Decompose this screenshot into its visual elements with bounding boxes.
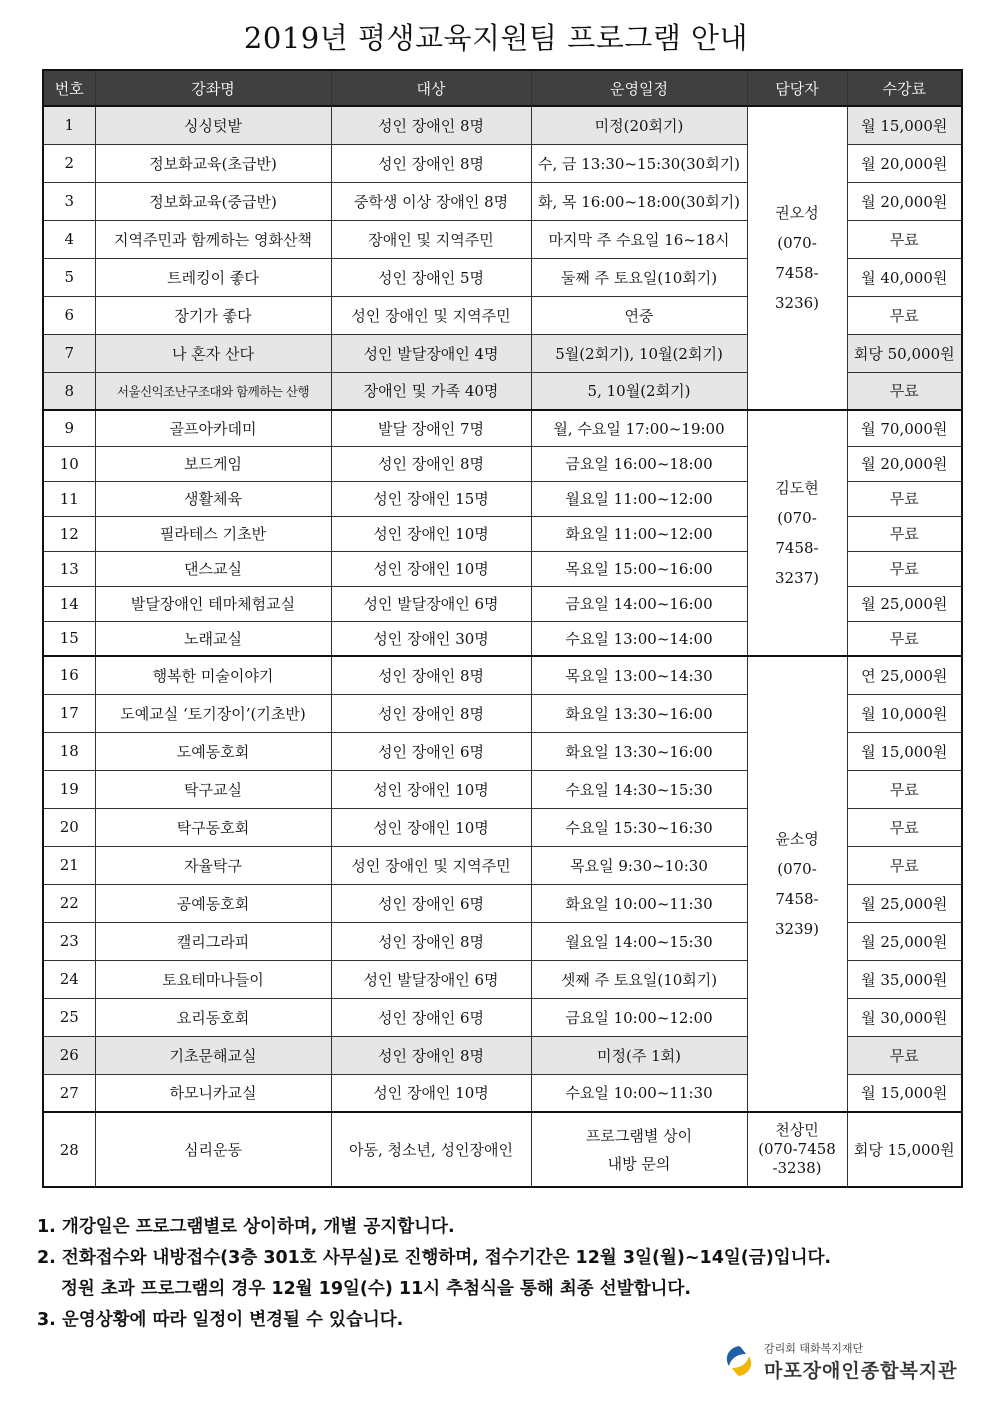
row-number: 26 [43, 1036, 95, 1074]
note-text: 2. 전화접수와 내방접수(3층 301호 사무실)로 진행하며, 접수기간은 12월 3일(월)~14일(금)입니다. [37, 1248, 832, 1268]
row-fee: 무료 [847, 372, 962, 410]
row-fee: 무료 [847, 516, 962, 551]
row-number: 9 [43, 410, 95, 446]
row-number: 6 [43, 296, 95, 334]
row-course-name: 골프아카데미 [95, 410, 331, 446]
row-target: 성인 발달장애인 6명 [331, 960, 531, 998]
row-fee: 월 25,000원 [847, 586, 962, 621]
page-title: 2019년 평생교육지원팀 프로그램 안내 [243, 21, 749, 55]
row-fee: 무료 [847, 551, 962, 586]
row-target: 성인 장애인 8명 [331, 106, 531, 144]
row-schedule: 화요일 11:00~12:00 [531, 516, 747, 551]
staff-phone: (070- [777, 860, 817, 878]
row-schedule: 5, 10월(2회기) [531, 372, 747, 410]
row-number: 15 [43, 621, 95, 656]
row-schedule: 수요일 13:00~14:00 [531, 621, 747, 656]
row-schedule: 월요일 11:00~12:00 [531, 481, 747, 516]
row-fee: 무료 [847, 621, 962, 656]
row-fee: 월 40,000원 [847, 258, 962, 296]
row-course-name: 댄스교실 [95, 551, 331, 586]
row-target: 장애인 및 가족 40명 [331, 372, 531, 410]
row-target: 아동, 청소년, 성인장애인 [331, 1112, 531, 1187]
row-target: 성인 장애인 및 지역주민 [331, 846, 531, 884]
staff-phone: 3236) [774, 294, 820, 312]
row-fee: 무료 [847, 296, 962, 334]
row-course-name: 싱싱텃밭 [95, 106, 331, 144]
row-schedule: 수요일 15:30~16:30 [531, 808, 747, 846]
row-schedule: 목요일 13:00~14:30 [531, 656, 747, 694]
row-fee: 월 15,000원 [847, 732, 962, 770]
row-number: 13 [43, 551, 95, 586]
row-target: 성인 장애인 8명 [331, 656, 531, 694]
staff-name: 김도현 [775, 479, 819, 497]
row-schedule: 화요일 10:00~11:30 [531, 884, 747, 922]
row-number: 24 [43, 960, 95, 998]
row-fee: 무료 [847, 1036, 962, 1074]
row-course-name: 요리동호회 [95, 998, 331, 1036]
row-fee: 회당 15,000원 [847, 1112, 962, 1187]
row-target: 성인 장애인 6명 [331, 998, 531, 1036]
row-fee: 월 70,000원 [847, 410, 962, 446]
note-item [37, 1243, 967, 1305]
staff-cell [747, 656, 847, 1112]
row-number: 21 [43, 846, 95, 884]
row-course-name: 공예동호회 [95, 884, 331, 922]
header-course-name: 강좌명 [95, 70, 331, 106]
row-target: 성인 장애인 8명 [331, 446, 531, 481]
row-target: 성인 장애인 8명 [331, 144, 531, 182]
row-number: 4 [43, 220, 95, 258]
row-fee: 월 20,000원 [847, 446, 962, 481]
note-item: 1. 개강일은 프로그램별로 상이하며, 개별 공지합니다. [37, 1217, 455, 1237]
row-fee: 월 30,000원 [847, 998, 962, 1036]
row-number: 27 [43, 1074, 95, 1112]
staff-name: 윤소영 [775, 830, 819, 848]
row-course-name: 나 혼자 산다 [95, 334, 331, 372]
row-course-name: 도예동호회 [95, 732, 331, 770]
row-number: 7 [43, 334, 95, 372]
row-schedule: 수요일 10:00~11:30 [531, 1074, 747, 1112]
row-schedule: 수요일 14:30~15:30 [531, 770, 747, 808]
row-target: 성인 장애인 10명 [331, 1074, 531, 1112]
row-course-name: 지역주민과 함께하는 영화산책 [95, 220, 331, 258]
row-schedule: 금요일 10:00~12:00 [531, 998, 747, 1036]
header-fee: 수강료 [847, 70, 962, 106]
row-schedule: 금요일 14:00~16:00 [531, 586, 747, 621]
row-number: 8 [43, 372, 95, 410]
row-fee: 무료 [847, 220, 962, 258]
row-schedule: 셋째 주 토요일(10회기) [531, 960, 747, 998]
table-row [43, 656, 962, 694]
row-fee: 무료 [847, 770, 962, 808]
staff-phone: -3238) [772, 1159, 822, 1177]
row-course-name: 하모니카교실 [95, 1074, 331, 1112]
row-course-name: 트레킹이 좋다 [95, 258, 331, 296]
row-course-name: 필라테스 기초반 [95, 516, 331, 551]
row-course-name: 심리운동 [95, 1112, 331, 1187]
organization-logo [722, 1338, 962, 1384]
schedule-line: 내방 문의 [607, 1154, 671, 1173]
row-target: 성인 장애인 15명 [331, 481, 531, 516]
staff-name: 권오성 [775, 204, 819, 222]
row-target: 발달 장애인 7명 [331, 410, 531, 446]
row-schedule: 화, 목 16:00~18:00(30회기) [531, 182, 747, 220]
row-schedule: 화요일 13:30~16:00 [531, 732, 747, 770]
row-fee: 연 25,000원 [847, 656, 962, 694]
row-number: 1 [43, 106, 95, 144]
staff-phone: 7458- [775, 264, 819, 282]
row-schedule: 금요일 16:00~18:00 [531, 446, 747, 481]
row-target: 성인 장애인 5명 [331, 258, 531, 296]
staff-phone: (070- [777, 509, 817, 527]
row-target: 장애인 및 지역주민 [331, 220, 531, 258]
row-number: 10 [43, 446, 95, 481]
program-table [42, 69, 963, 1188]
row-target: 성인 장애인 10명 [331, 516, 531, 551]
row-number: 12 [43, 516, 95, 551]
note-item: 3. 운영상황에 따라 일정이 변경될 수 있습니다. [37, 1310, 404, 1330]
row-number: 23 [43, 922, 95, 960]
table-header-row [43, 70, 962, 106]
header-staff: 담당자 [747, 70, 847, 106]
row-course-name: 탁구동호회 [95, 808, 331, 846]
row-schedule: 미정(주 1회) [531, 1036, 747, 1074]
staff-name: 천상민 [775, 1121, 819, 1139]
staff-cell [747, 410, 847, 656]
row-fee: 월 35,000원 [847, 960, 962, 998]
row-schedule: 목요일 9:30~10:30 [531, 846, 747, 884]
row-fee: 월 20,000원 [847, 144, 962, 182]
row-fee: 월 20,000원 [847, 182, 962, 220]
row-target: 성인 장애인 6명 [331, 732, 531, 770]
row-fee: 무료 [847, 481, 962, 516]
row-course-name: 노래교실 [95, 621, 331, 656]
row-course-name: 보드게임 [95, 446, 331, 481]
table-row [43, 106, 962, 144]
row-course-name: 자율탁구 [95, 846, 331, 884]
row-number: 14 [43, 586, 95, 621]
row-course-name: 서울신익조난구조대와 함께하는 산행 [95, 372, 331, 410]
staff-phone: (070- [777, 234, 817, 252]
table-row [43, 1112, 962, 1187]
logo-subtitle: 감리회 태화복지재단 [764, 1342, 864, 1355]
row-course-name: 탁구교실 [95, 770, 331, 808]
row-number: 18 [43, 732, 95, 770]
header-schedule: 운영일정 [531, 70, 747, 106]
row-schedule: 월요일 14:00~15:30 [531, 922, 747, 960]
schedule-line: 프로그램별 상이 [585, 1126, 693, 1145]
staff-cell [747, 106, 847, 410]
header-number: 번호 [43, 70, 95, 106]
row-target: 성인 장애인 10명 [331, 770, 531, 808]
row-number: 11 [43, 481, 95, 516]
row-course-name: 정보화교육(중급반) [95, 182, 331, 220]
row-schedule: 미정(20회기) [531, 106, 747, 144]
header-target: 대상 [331, 70, 531, 106]
row-target: 성인 발달장애인 4명 [331, 334, 531, 372]
staff-phone: 7458- [775, 539, 819, 557]
notes-list [37, 1212, 967, 1336]
row-schedule: 마지막 주 수요일 16~18시 [531, 220, 747, 258]
row-number: 17 [43, 694, 95, 732]
row-number: 19 [43, 770, 95, 808]
row-target: 성인 장애인 10명 [331, 808, 531, 846]
row-number: 5 [43, 258, 95, 296]
row-course-name: 생활체육 [95, 481, 331, 516]
row-target: 중학생 이상 장애인 8명 [331, 182, 531, 220]
row-fee: 월 15,000원 [847, 1074, 962, 1112]
row-fee: 월 15,000원 [847, 106, 962, 144]
staff-phone: (070-7458 [758, 1140, 836, 1158]
row-number: 16 [43, 656, 95, 694]
row-target: 성인 장애인 30명 [331, 621, 531, 656]
row-schedule: 연중 [531, 296, 747, 334]
staff-cell [747, 1112, 847, 1187]
logo-name: 마포장애인종합복지관 [764, 1360, 958, 1382]
row-course-name: 도예교실 ‘토기장이’(기초반) [95, 694, 331, 732]
row-course-name: 기초문해교실 [95, 1036, 331, 1074]
row-schedule: 둘째 주 토요일(10회기) [531, 258, 747, 296]
row-schedule: 화요일 13:30~16:00 [531, 694, 747, 732]
row-course-name: 장기가 좋다 [95, 296, 331, 334]
row-target: 성인 발달장애인 6명 [331, 586, 531, 621]
row-number: 20 [43, 808, 95, 846]
row-schedule [531, 1112, 747, 1187]
row-course-name: 캘리그라피 [95, 922, 331, 960]
row-target: 성인 장애인 8명 [331, 922, 531, 960]
row-course-name: 토요테마나들이 [95, 960, 331, 998]
table-row [43, 410, 962, 446]
row-target: 성인 장애인 8명 [331, 694, 531, 732]
row-target: 성인 장애인 10명 [331, 551, 531, 586]
row-fee: 월 25,000원 [847, 922, 962, 960]
row-fee: 무료 [847, 846, 962, 884]
row-number: 22 [43, 884, 95, 922]
row-course-name: 행복한 미술이야기 [95, 656, 331, 694]
row-fee: 무료 [847, 808, 962, 846]
row-target: 성인 장애인 6명 [331, 884, 531, 922]
staff-phone: 3237) [774, 569, 820, 587]
row-course-name: 발달장애인 테마체험교실 [95, 586, 331, 621]
row-schedule: 목요일 15:00~16:00 [531, 551, 747, 586]
row-number: 2 [43, 144, 95, 182]
row-number: 25 [43, 998, 95, 1036]
row-target: 성인 장애인 8명 [331, 1036, 531, 1074]
staff-phone: 7458- [775, 890, 819, 908]
row-number: 28 [43, 1112, 95, 1187]
row-number: 3 [43, 182, 95, 220]
row-schedule: 수, 금 13:30~15:30(30회기) [531, 144, 747, 182]
row-fee: 회당 50,000원 [847, 334, 962, 372]
staff-phone: 3239) [774, 920, 820, 938]
note-continuation: 정원 초과 프로그램의 경우 12월 19일(수) 11시 추첨식을 통해 최종 선발합니다. [61, 1279, 691, 1299]
row-course-name: 정보화교육(초급반) [95, 144, 331, 182]
swirl-logo-icon [722, 1344, 756, 1378]
row-fee: 월 10,000원 [847, 694, 962, 732]
row-schedule: 5월(2회기), 10월(2회기) [531, 334, 747, 372]
row-target: 성인 장애인 및 지역주민 [331, 296, 531, 334]
row-schedule: 월, 수요일 17:00~19:00 [531, 410, 747, 446]
row-fee: 월 25,000원 [847, 884, 962, 922]
